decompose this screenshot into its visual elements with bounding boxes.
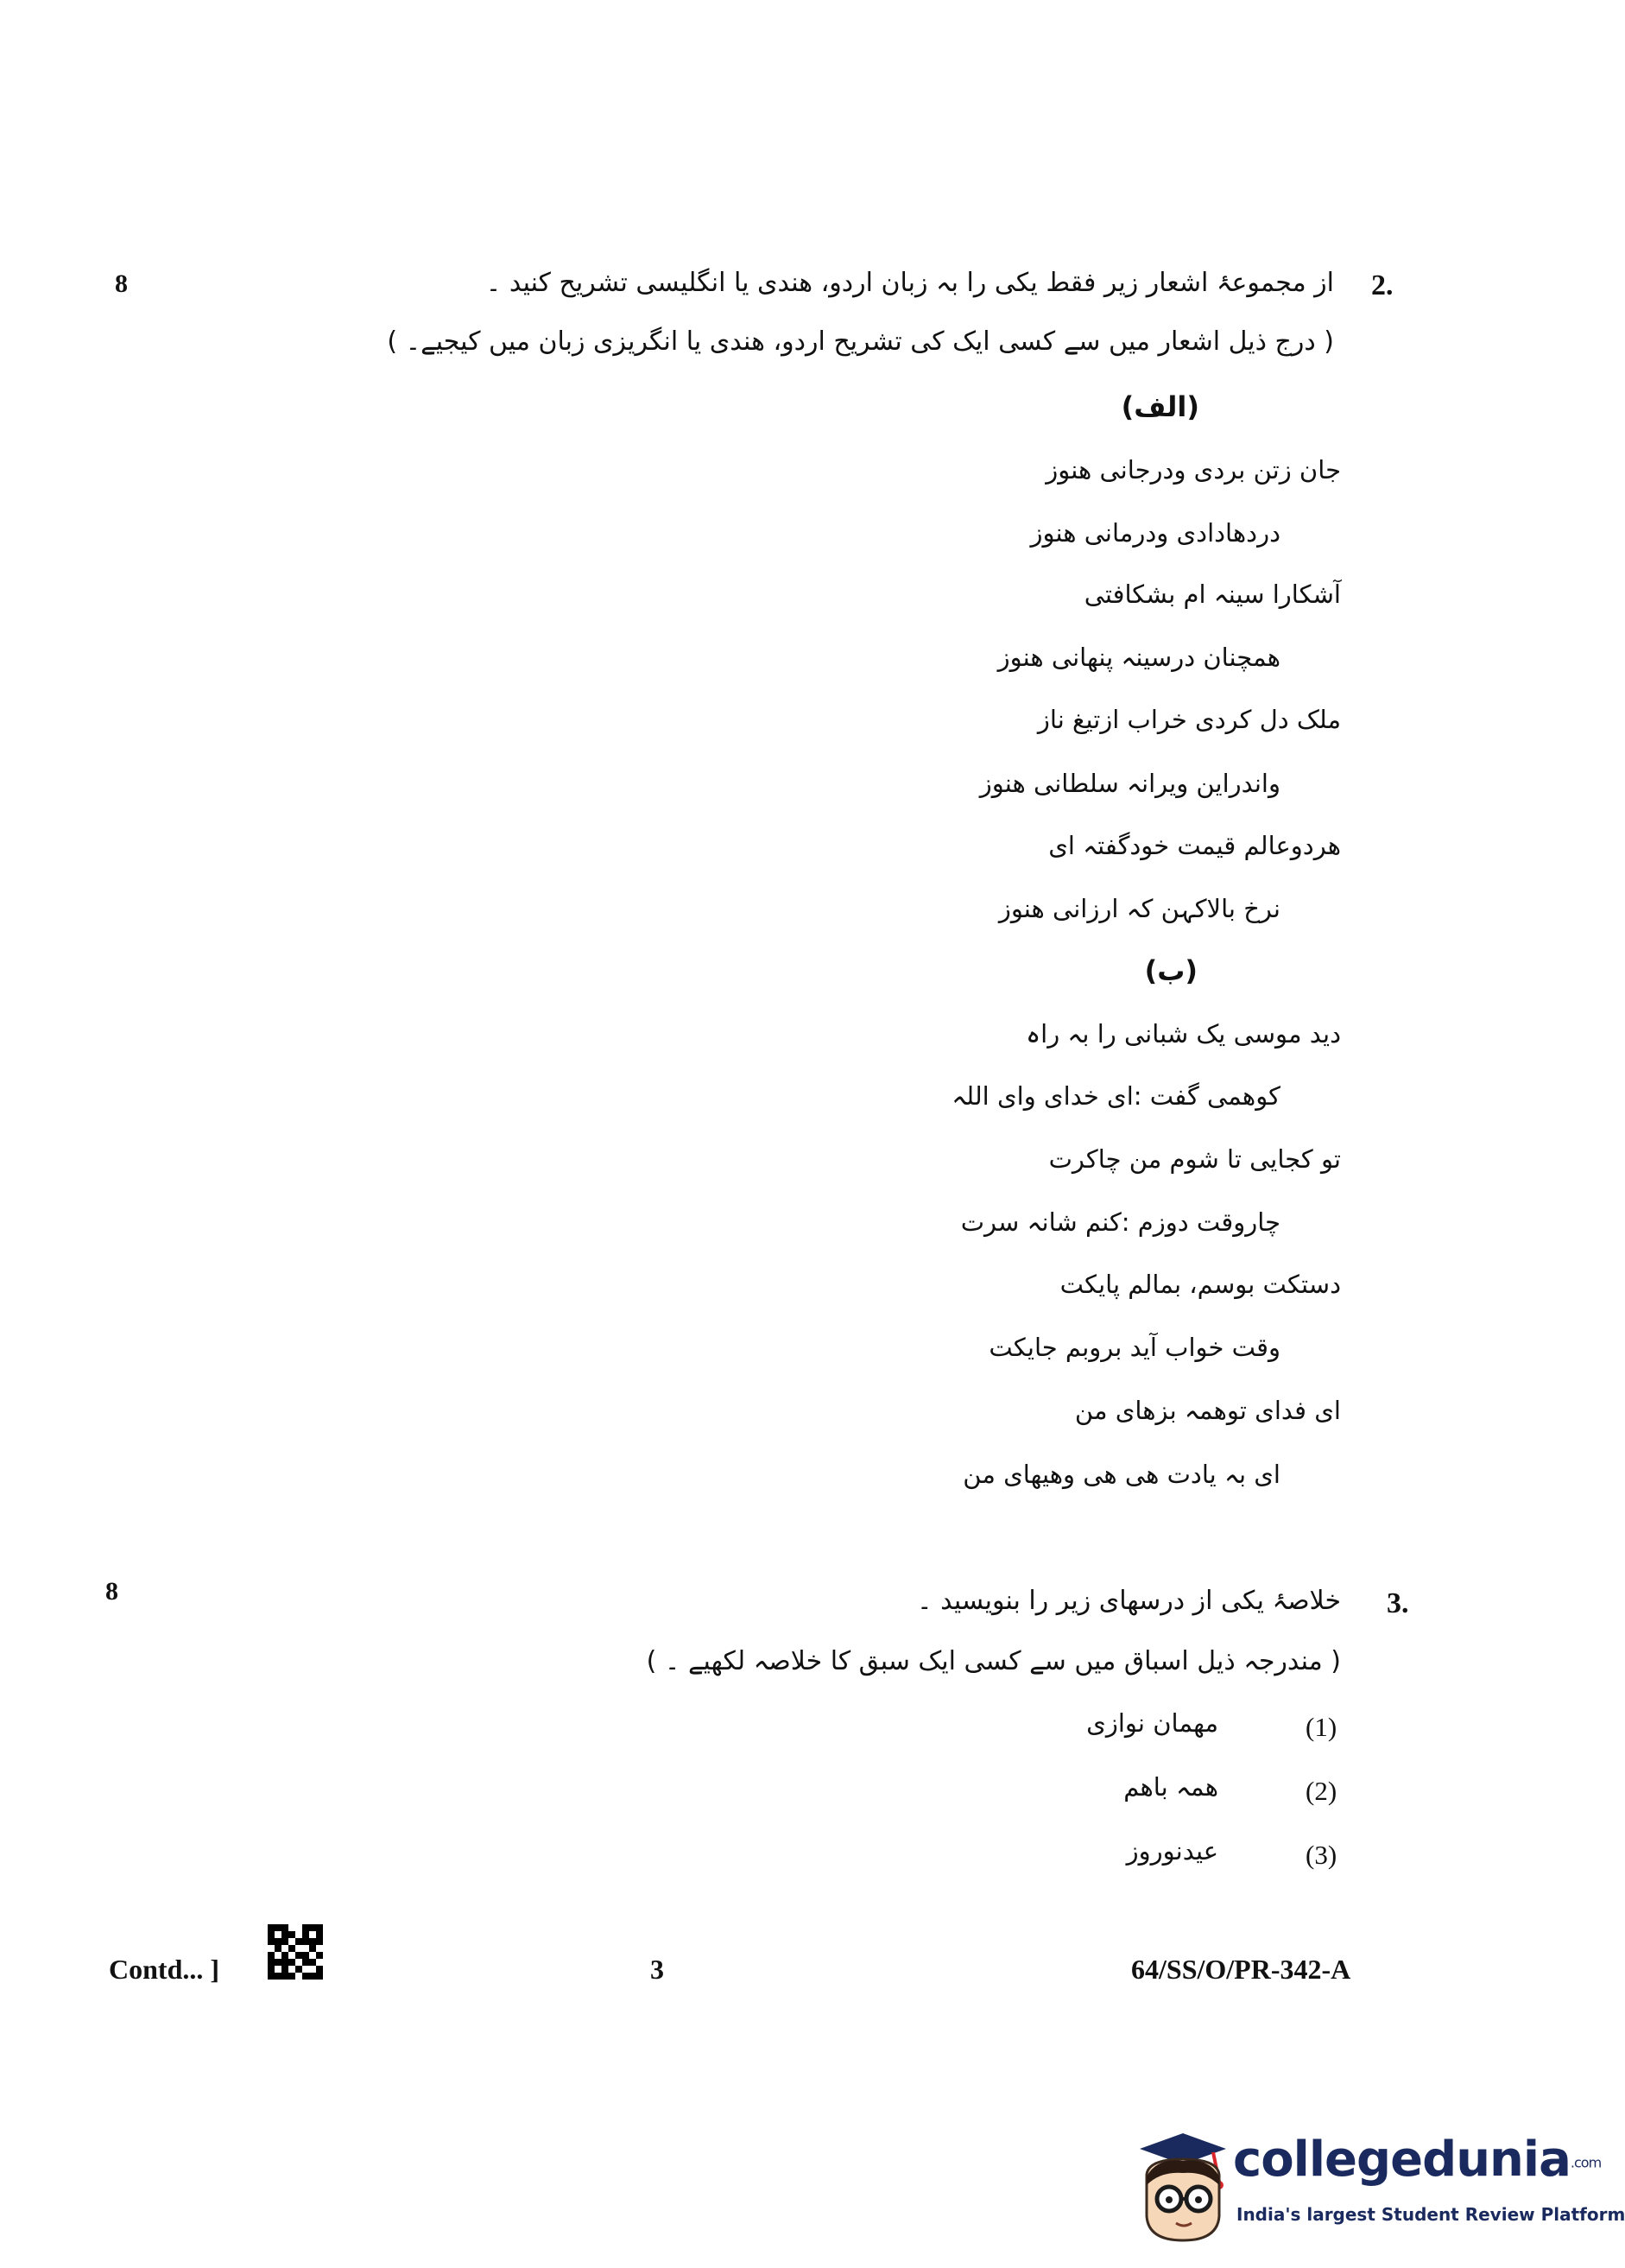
q3-option-3-number: (3) [1306, 1840, 1337, 1870]
q2-part-a-line-7: ھردوعالم قیمت خودگفتہ ای [1048, 831, 1341, 860]
brand-suffix: .com [1570, 2154, 1602, 2171]
q2-part-b-line-8: ای بہ یادت ھی ھی وھیھای من [963, 1460, 1280, 1489]
q2-part-a-line-2: دردھادادی ودرمانی ھنوز [1030, 518, 1280, 548]
q2-instruction-urdu: ( درج ذیل اشعار میں سے کسی ایک کی تشریح اردو، ھندی یا انگریزی زبان میں کیجیے۔ ) [387, 326, 1334, 357]
student-mascot-icon [1122, 2114, 1235, 2244]
q3-number: 3. [1387, 1587, 1409, 1619]
q2-part-a-line-8: نرخ بالاکہن کہ ارزانی ھنوز [998, 894, 1280, 923]
collegedunia-watermark [1122, 2114, 1625, 2252]
q2-part-a-line-5: ملک دل کردی خراب ازتیغ ناز [1037, 705, 1341, 734]
brand-tagline: India's largest Student Review Platform [1236, 2204, 1625, 2225]
q2-number: 2. [1371, 269, 1394, 301]
q2-part-b-heading: (ب) [1144, 954, 1198, 987]
q2-part-a-line-1: جان زتن بردی ودرجانی ھنوز [1046, 455, 1341, 485]
paper-code: 64/SS/O/PR-342-A [1131, 1954, 1351, 1985]
q2-part-b-line-1: دید موسی یک شبانی را بہ راہ [1026, 1019, 1341, 1048]
q2-part-b-line-2: کوھمی گفت :ای خدای وای اللہ [952, 1081, 1280, 1111]
q2-part-a-line-6: واندراین ویرانہ سلطانی ھنوز [979, 769, 1280, 798]
q3-option-3-text: عیدنوروز [1126, 1836, 1218, 1866]
q3-instruction-persian: خلاصۂ یکی از درسھای زیر را بنویسید ۔ [916, 1586, 1341, 1616]
q2-part-a-heading: (الف) [1121, 390, 1199, 423]
q2-part-a-line-3: آشکارا سینہ ام بشکافتی [1084, 580, 1341, 609]
q3-option-2-number: (2) [1306, 1776, 1337, 1806]
qr-code-icon [268, 1924, 323, 1980]
q3-instruction-urdu: ( مندرجہ ذیل اسباق میں سے کسی ایک سبق کا خلاصہ لکھیے ۔ ) [646, 1646, 1341, 1676]
brand-name: collegedunia.com [1233, 2132, 1602, 2188]
q3-option-1-number: (1) [1306, 1712, 1337, 1742]
q2-part-b-line-6: وقت خواب آید بروبم جایکت [989, 1333, 1280, 1362]
q2-part-a-line-4: ھمچنان درسینہ پنھانی ھنوز [997, 643, 1280, 672]
q3-marks: 8 [105, 1577, 118, 1606]
contd-label: Contd... ] [109, 1954, 220, 1985]
page-number: 3 [650, 1954, 664, 1985]
q2-part-b-line-3: تو کجایی تا شوم من چاکرت [1048, 1144, 1341, 1174]
q3-option-2-text: ھمہ باھم [1123, 1772, 1218, 1802]
q2-part-b-line-7: ای فدای توھمہ بزھای من [1074, 1396, 1341, 1425]
q2-part-b-line-4: چاروقت دوزم :کنم شانہ سرت [960, 1207, 1280, 1237]
q2-part-b-line-5: دستکت بوسم، بمالم پایکت [1059, 1270, 1341, 1299]
q3-option-1-text: مھمان نوازی [1086, 1708, 1218, 1738]
q2-instruction-persian: از مجموعۂ اشعار زیر فقط یکی را بہ زبان اردو، ھندی یا انگلیسی تشریح کنید ۔ [485, 268, 1334, 298]
q2-marks: 8 [115, 269, 128, 298]
